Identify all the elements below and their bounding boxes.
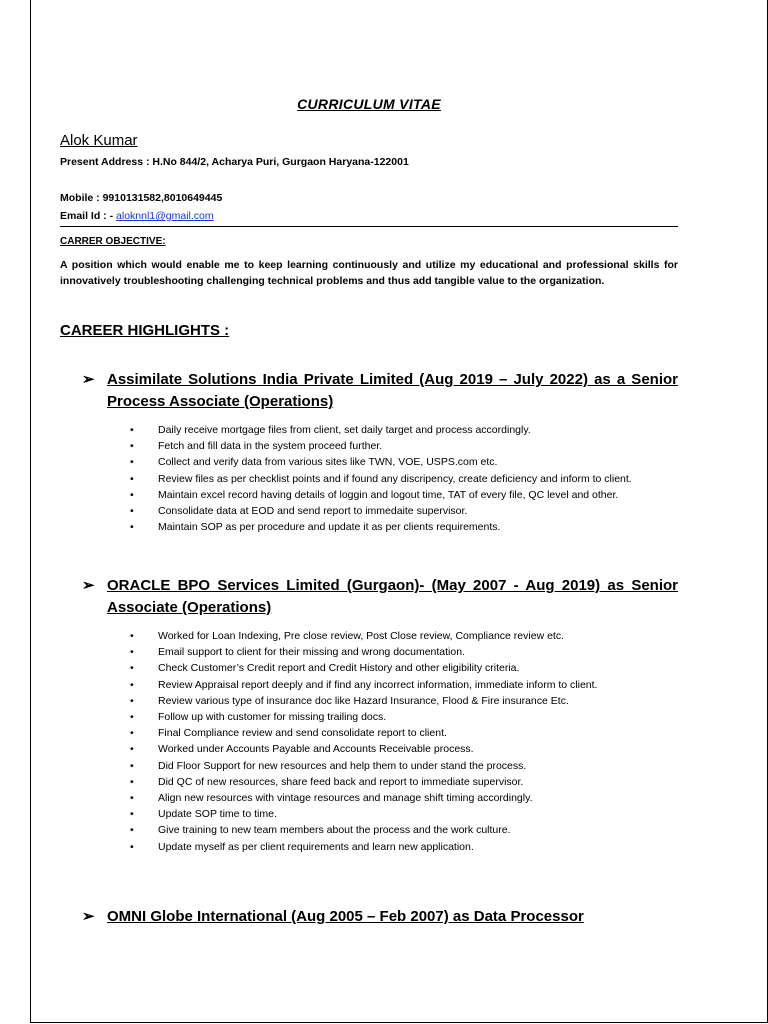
list-item: • Email support to client for their missing and wrong documentation. bbox=[130, 644, 678, 660]
list-item: • Worked for Loan Indexing, Pre close review, Post Close review, Compliance review etc. bbox=[130, 628, 678, 644]
candidate-name: Alok Kumar bbox=[60, 132, 138, 149]
mobile-line: Mobile : 9910131582,8010649445 bbox=[60, 192, 223, 204]
arrow-bullet-icon: ➢ bbox=[82, 577, 95, 594]
email-line bbox=[60, 210, 214, 222]
career-highlights-heading: CAREER HIGHLIGHTS : bbox=[60, 322, 230, 339]
objective-heading: CARRER OBJECTIVE: bbox=[60, 236, 166, 247]
list-item: • Did Floor Support for new resources and help them to under stand the process. bbox=[130, 758, 678, 774]
job-duties-1 bbox=[130, 422, 678, 535]
job-heading-1 bbox=[82, 369, 678, 413]
job-title-1: Assimilate Solutions India Private Limited (Aug 2019 – July 2022) as a Senior Process Associate (Operations) bbox=[107, 371, 678, 410]
job-title-2: ORACLE BPO Services Limited (Gurgaon)- (May 2007 - Aug 2019) as Senior Associate (Operations) bbox=[107, 577, 678, 616]
list-item: • Did QC of new resources, share feed back and report to immediate supervisor. bbox=[130, 774, 678, 790]
list-item: • Review various type of insurance doc like Hazard Insurance, Flood & Fire insurance Etc. bbox=[130, 693, 678, 709]
email-link[interactable]: aloknnl1@gmail.com bbox=[116, 210, 214, 222]
list-item: • Consolidate data at EOD and send report to immedaite supervisor. bbox=[130, 503, 678, 519]
list-item: • Review files as per checklist points and if found any discripency, create deficiency and inform to client. bbox=[130, 471, 678, 487]
header-divider bbox=[60, 226, 678, 227]
list-item: • Daily receive mortgage files from client, set daily target and process accordingly. bbox=[130, 422, 678, 438]
job-heading-2 bbox=[82, 575, 678, 619]
job-heading-3 bbox=[82, 906, 678, 928]
arrow-bullet-icon: ➢ bbox=[82, 371, 95, 388]
list-item: • Review Appraisal report deeply and if find any incorrect information, immediate inform to client. bbox=[130, 677, 678, 693]
list-item: • Check Customer’s Credit report and Credit History and other eligibility criteria. bbox=[130, 660, 678, 676]
list-item: • Follow up with customer for missing trailing docs. bbox=[130, 709, 678, 725]
list-item: • Worked under Accounts Payable and Accounts Receivable process. bbox=[130, 741, 678, 757]
list-item: • Maintain excel record having details of loggin and logout time, TAT of every file, QC level and other. bbox=[130, 487, 678, 503]
email-label: Email Id : - bbox=[60, 210, 117, 222]
list-item: • Update myself as per client requirements and learn new application. bbox=[130, 839, 678, 855]
list-item: • Update SOP time to time. bbox=[130, 806, 678, 822]
job-title-3: OMNI Globe International (Aug 2005 – Feb 2007) as Data Processor bbox=[107, 908, 584, 925]
document-title: CURRICULUM VITAE bbox=[297, 96, 441, 112]
list-item: • Maintain SOP as per procedure and update it as per clients requirements. bbox=[130, 519, 678, 535]
list-item: • Final Compliance review and send consolidate report to client. bbox=[130, 725, 678, 741]
list-item: • Give training to new team members about the process and the work culture. bbox=[130, 822, 678, 838]
list-item: • Align new resources with vintage resources and manage shift timing accordingly. bbox=[130, 790, 678, 806]
arrow-bullet-icon: ➢ bbox=[82, 908, 95, 925]
list-item: • Fetch and fill data in the system proceed further. bbox=[130, 438, 678, 454]
address-line: Present Address : H.No 844/2, Acharya Puri, Gurgaon Haryana-122001 bbox=[60, 156, 409, 168]
job-duties-2 bbox=[130, 628, 678, 855]
objective-text: A position which would enable me to keep learning continuously and utilize my educational and professional skills for innovatively troubleshooting challenging technical problems and thus add tangible value to the organization. bbox=[60, 259, 678, 287]
list-item: • Collect and verify data from various sites like TWN, VOE, USPS.com etc. bbox=[130, 454, 678, 470]
